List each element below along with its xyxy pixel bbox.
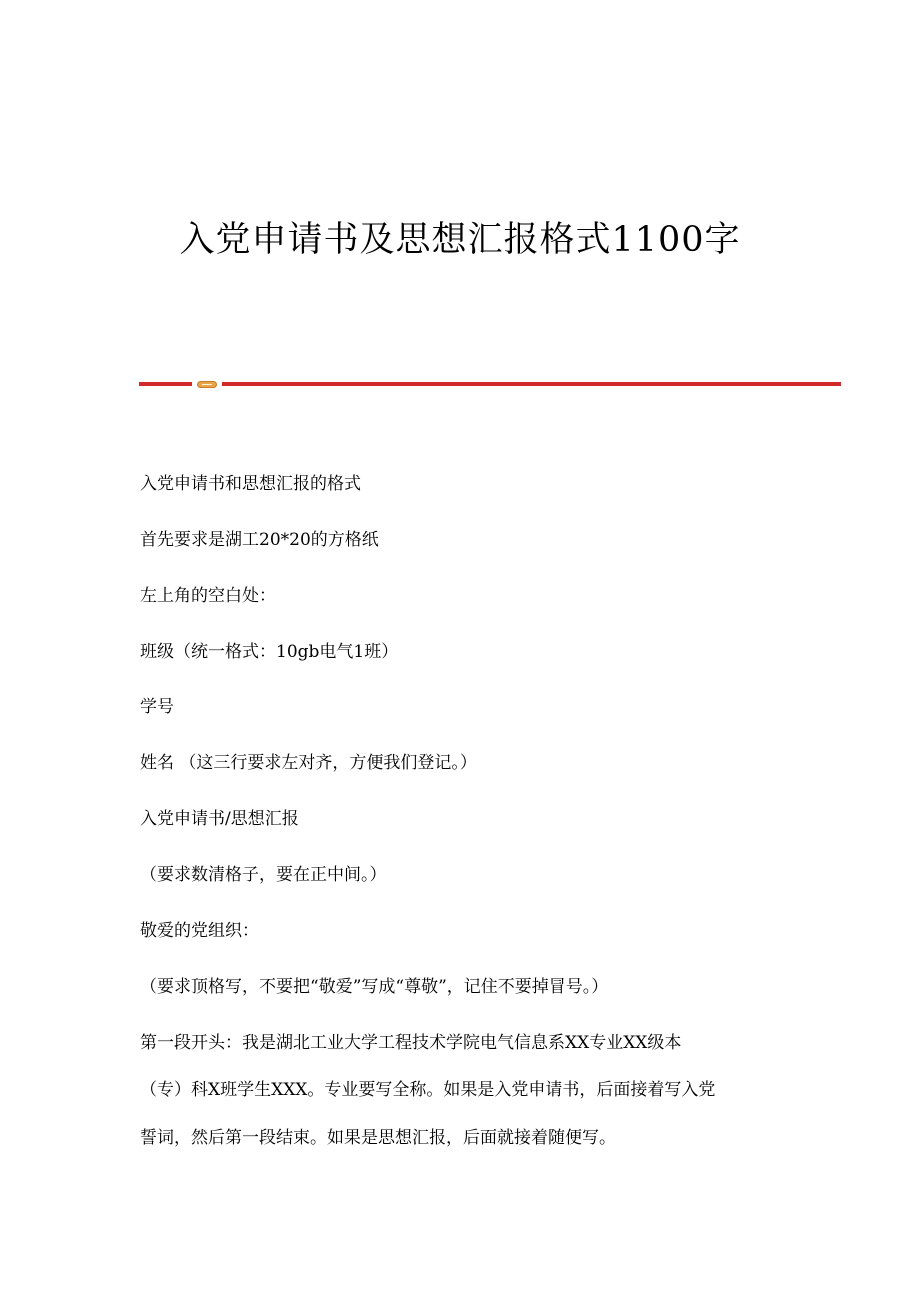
paragraph-name: 姓名 （这三行要求左对齐，方便我们登记。） xyxy=(140,753,477,773)
paragraph-paper-requirement: 首先要求是湖工20*20的方格纸 xyxy=(140,530,379,550)
divider-line-left xyxy=(139,382,192,386)
paragraph-centering-note: （要求数清格子，要在正中间。） xyxy=(140,865,387,885)
paragraph-top-left-blank: 左上角的空白处： xyxy=(140,586,276,606)
paragraph-student-id: 学号 xyxy=(140,697,174,717)
paragraph-heading-type: 入党申请书/思想汇报 xyxy=(140,809,299,829)
paragraph-salutation: 敬爱的党组织： xyxy=(140,921,259,941)
document-title: 入党申请书及思想汇报格式1100字 xyxy=(179,220,741,260)
paragraph-first-line-end: 誓词，然后第一段结束。如果是思想汇报，后面就接着随便写。 xyxy=(140,1128,616,1148)
paragraph-first-line-cont: （专）科X班学生XXX。专业要写全称。如果是入党申请书，后面接着写入党 xyxy=(140,1080,716,1100)
title-divider xyxy=(139,379,841,389)
divider-line-right xyxy=(222,382,841,386)
paragraph-first-line: 第一段开头：我是湖北工业大学工程技术学院电气信息系XX专业XX级本 xyxy=(140,1033,682,1053)
paragraph-salutation-note: （要求顶格写，不要把“敬爱”写成“尊敬”，记住不要掉冒号。） xyxy=(140,977,609,997)
paragraph-format-heading: 入党申请书和思想汇报的格式 xyxy=(140,474,361,494)
paragraph-class: 班级（统一格式：10gb电气1班） xyxy=(140,642,399,662)
divider-ornament-icon xyxy=(197,381,217,388)
